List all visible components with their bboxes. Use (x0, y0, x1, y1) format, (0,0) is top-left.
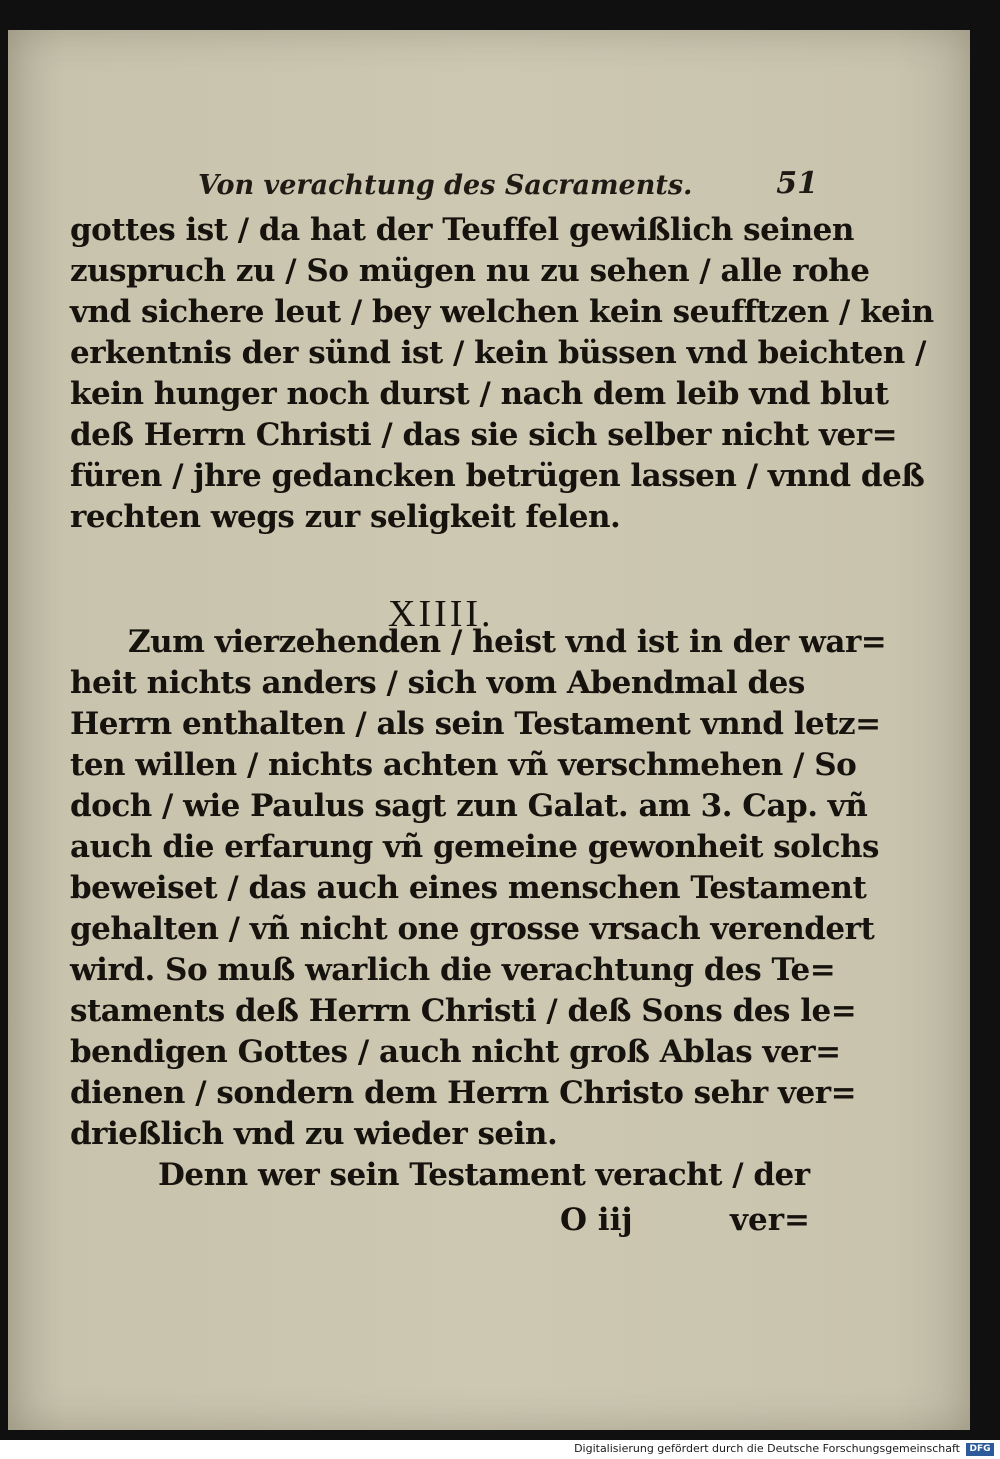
catchword: ver= (729, 1202, 810, 1238)
text-line: deß Herrn Christi / das sie sich selber nicht ver= (70, 417, 898, 453)
book-page (8, 30, 970, 1430)
text-line: auch die erfarung vñ gemeine gewonheit solchs (70, 829, 879, 865)
section-heading: XIIII. (388, 593, 494, 635)
text-line: heit nichts anders / sich vom Abendmal des (70, 665, 805, 701)
text-line: ten willen / nichts achten vñ verschmehen / So (70, 747, 857, 783)
signature-line (560, 1202, 810, 1246)
text-line: beweiset / das auch eines menschen Testament (70, 870, 867, 906)
footer-bar (0, 1440, 1000, 1459)
text-line: Zum vierzehenden / heist vnd ist in der war= (128, 624, 887, 660)
text-line: drießlich vnd zu wieder sein. (70, 1116, 558, 1152)
page-number: 51 (776, 166, 818, 201)
text-line: dienen / sondern dem Herrn Christo sehr ver= (70, 1075, 857, 1111)
running-head-title: Von verachtung des Sacraments. (198, 170, 693, 201)
text-line: bendigen Gottes / auch nicht groß Ablas ver= (70, 1034, 841, 1070)
text-line: gottes ist / da hat der Teuffel gewißlich seinen (70, 212, 854, 248)
text-line: wird. So muß warlich die verachtung des Te= (70, 952, 836, 988)
text-line: gehalten / vñ nicht one grosse vrsach verendert (70, 911, 875, 947)
signature-mark: O iij (560, 1202, 633, 1238)
text-line: staments deß Herrn Christi / deß Sons des le= (70, 993, 857, 1029)
text-line: zuspruch zu / So mügen nu zu sehen / alle rohe (70, 253, 870, 289)
funding-credit: Digitalisierung gefördert durch die Deutsche Forschungsgemeinschaft (574, 1442, 960, 1455)
text-line: rechten wegs zur seligkeit felen. (70, 499, 621, 535)
text-line: vnd sichere leut / bey welchen kein seufftzen / kein (70, 294, 934, 330)
text-line: Denn wer sein Testament veracht / der (158, 1157, 810, 1193)
dfg-logo: DFG (966, 1443, 994, 1456)
text-line: Herrn enthalten / als sein Testament vnnd letz= (70, 706, 881, 742)
text-line: füren / jhre gedancken betrügen lassen / vnnd deß (70, 458, 925, 494)
text-line: doch / wie Paulus sagt zun Galat. am 3. Cap. vñ (70, 788, 868, 824)
text-line: erkentnis der sünd ist / kein büssen vnd beichten / (70, 335, 926, 371)
text-line: kein hunger noch durst / nach dem leib vnd blut (70, 376, 889, 412)
running-head (198, 166, 818, 210)
